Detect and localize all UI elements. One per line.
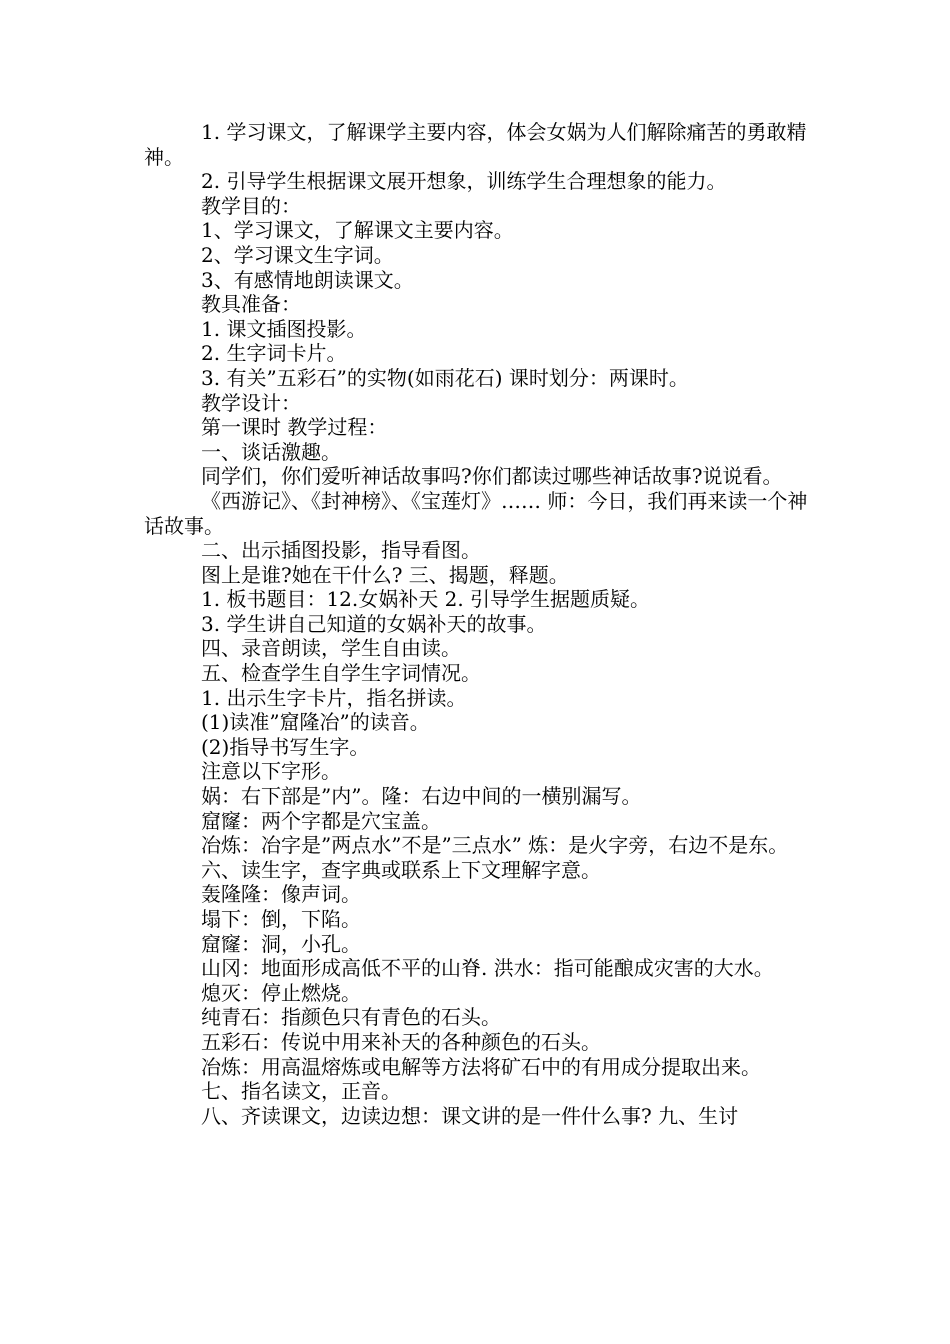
paragraph: 窟窿：洞，小孔。 bbox=[201, 931, 361, 956]
paragraph: 六、读生字，查字典或联系上下文理解字意。 bbox=[201, 857, 601, 882]
paragraph: 3. 有关”五彩石”的实物(如雨花石) 课时划分：两课时。 bbox=[201, 365, 689, 390]
section-heading: 教学目的： bbox=[201, 193, 301, 218]
paragraph: 八、齐读课文，边读边想：课文讲的是一件什么事? 九、生讨 bbox=[201, 1103, 739, 1128]
paragraph: 窟窿：两个字都是穴宝盖。 bbox=[201, 808, 441, 833]
document-body bbox=[144, 120, 810, 1128]
paragraph: 纯青石：指颜色只有青色的石头。 bbox=[201, 1005, 501, 1030]
paragraph: 山冈：地面形成高低不平的山脊. 洪水：指可能酿成灾害的大水。 bbox=[201, 956, 774, 981]
paragraph: 注意以下字形。 bbox=[201, 759, 341, 784]
paragraph: 1. 板书题目：12.女娲补天 2. 引导学生据题质疑。 bbox=[201, 587, 651, 612]
paragraph: 《西游记》、《封神榜》、《宝莲灯》…… 师：今日，我们再来读一个神话故事。 bbox=[144, 488, 808, 538]
paragraph: 第一课时 教学过程： bbox=[201, 415, 388, 440]
paragraph: 1、学习课文，了解课文主要内容。 bbox=[201, 218, 514, 243]
paragraph: 2、学习课文生字词。 bbox=[201, 242, 394, 267]
paragraph: 七、指名读文，正音。 bbox=[201, 1079, 401, 1104]
paragraph: 3、有感情地朗读课文。 bbox=[201, 267, 414, 292]
paragraph: 图上是谁?她在干什么? 三、揭题，释题。 bbox=[201, 562, 569, 587]
paragraph: 1. 课文插图投影。 bbox=[201, 316, 367, 341]
section-heading: 教学设计： bbox=[201, 390, 301, 415]
paragraph: 1. 学习课文，了解课学主要内容，体会女娲为人们解除痛苦的勇敢精神。 bbox=[144, 120, 807, 169]
paragraph: 1. 出示生字卡片，指名拼读。 bbox=[201, 685, 467, 710]
paragraph: 3. 学生讲自己知道的女娲补天的故事。 bbox=[201, 611, 547, 636]
paragraph: 2. 生字词卡片。 bbox=[201, 341, 347, 366]
paragraph: 冶炼：用高温熔炼或电解等方法将矿石中的有用成分提取出来。 bbox=[201, 1054, 761, 1079]
paragraph: 冶炼：冶字是”两点水”不是”三点水” 炼：是火字旁，右边不是东。 bbox=[201, 833, 789, 858]
paragraph: (2)指导书写生字。 bbox=[201, 734, 370, 759]
paragraph: 五、检查学生自学生字词情况。 bbox=[201, 661, 481, 686]
section-heading: 教具准备： bbox=[201, 292, 301, 317]
paragraph: 熄灭：停止燃烧。 bbox=[201, 980, 361, 1005]
paragraph: 塌下：倒，下陷。 bbox=[201, 907, 361, 931]
paragraph: 二、出示插图投影，指导看图。 bbox=[201, 538, 481, 563]
paragraph: 四、录音朗读，学生自由读。 bbox=[201, 636, 461, 661]
paragraph: 2. 引导学生根据课文展开想象，训练学生合理想象的能力。 bbox=[201, 169, 727, 194]
paragraph: (1)读准”窟隆冶”的读音。 bbox=[201, 710, 430, 735]
paragraph: 轰隆隆：像声词。 bbox=[201, 882, 361, 907]
paragraph: 娲：右下部是”内”。隆：右边中间的一横别漏写。 bbox=[201, 784, 642, 809]
paragraph: 一、谈话激趣。 bbox=[201, 439, 341, 464]
paragraph: 五彩石：传说中用来补天的各种颜色的石头。 bbox=[201, 1029, 601, 1054]
paragraph: 同学们，你们爱听神话故事吗?你们都读过哪些神话故事?说说看。 bbox=[201, 464, 783, 489]
